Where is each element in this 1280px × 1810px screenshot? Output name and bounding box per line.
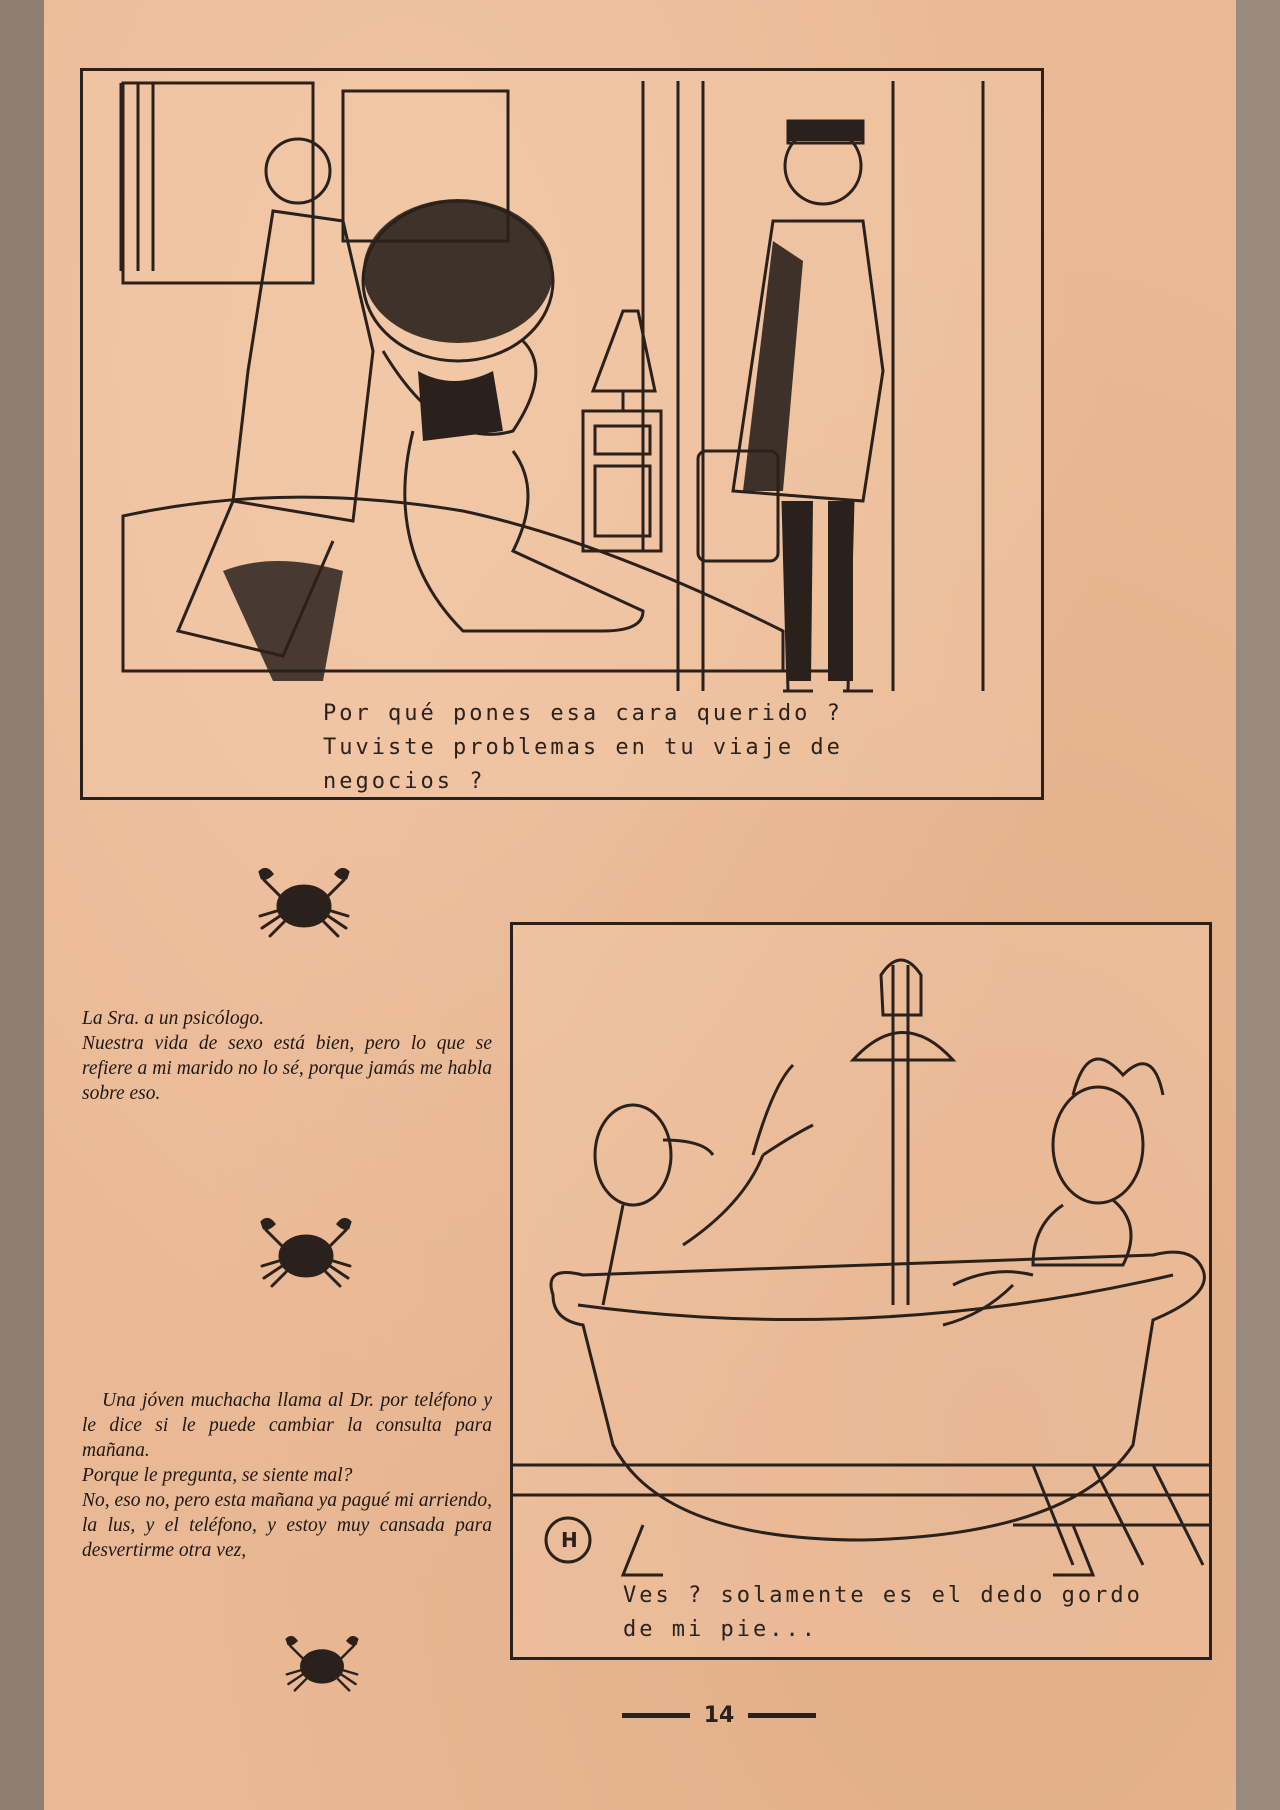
joke-1-intro: La Sra. a un psicólogo. (82, 1008, 265, 1029)
page-number-rule-left (622, 1713, 690, 1718)
cartoon-caption-top: Por qué pones esa cara querido ? Tuviste problemas en tu viaje de negocios ? (323, 701, 843, 794)
cartoon-panel-bottom (510, 922, 1212, 1660)
magazine-page (44, 0, 1236, 1810)
page-number (614, 1700, 824, 1730)
page-edge-right (1236, 0, 1280, 1810)
crab-icon (256, 1208, 356, 1288)
page-number-rule-right (748, 1713, 816, 1718)
joke-2-intro: Una jóven muchacha llama al Dr. por teléfono y le dice si le puede cambiar la consulta para mañana. (82, 1390, 492, 1461)
cartoon-illustration-bedroom (83, 71, 1041, 797)
cartoon-signature: H (561, 1528, 578, 1552)
crab-icon (282, 1628, 362, 1692)
joke-2-question: Porque le pregunta, se siente mal? (82, 1465, 353, 1486)
cartoon-illustration-bathtub (513, 925, 1209, 1657)
page-number-text: 14 (703, 1702, 735, 1728)
cartoon-caption-bottom: Ves ? solamente es el dedo gordo de mi pie... (623, 1583, 1143, 1642)
joke-text-1 (82, 1006, 492, 1106)
crab-icon (254, 858, 354, 938)
joke-1-body: Nuestra vida de sexo está bien, pero lo que se refiere a mi marido no lo sé, porque jamás me habla sobre eso. (82, 1033, 492, 1104)
joke-2-answer: No, eso no, pero esta mañana ya pagué mi arriendo, la lus, y el teléfono, y estoy muy cansada para desvertirme otra vez, (82, 1490, 492, 1561)
joke-text-2 (82, 1388, 492, 1563)
page-edge-left (0, 0, 44, 1810)
cartoon-panel-top (80, 68, 1044, 800)
